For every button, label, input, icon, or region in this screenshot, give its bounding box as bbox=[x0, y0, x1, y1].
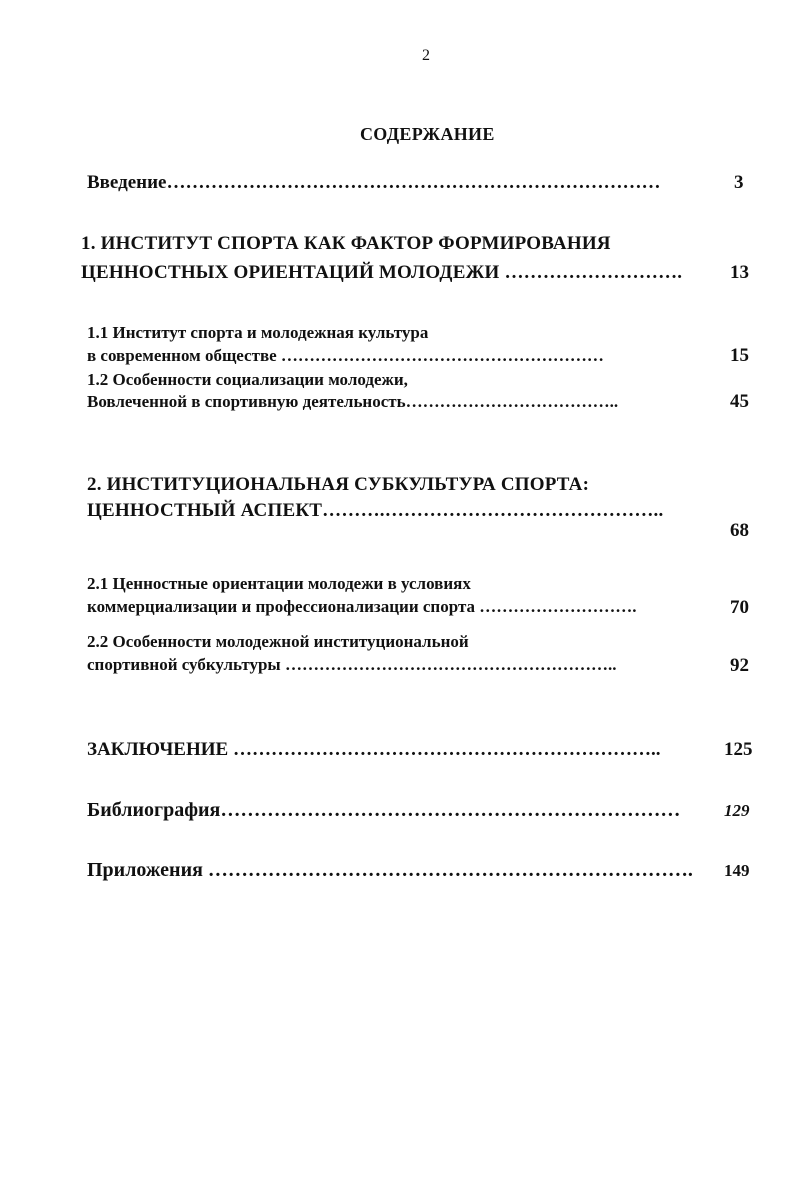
toc-page-bibliography: 129 bbox=[724, 801, 750, 820]
toc-entry-bibliography: Библиография…………………………………………………………… bbox=[87, 799, 681, 821]
toc-page-section2-2: 92 bbox=[730, 655, 749, 676]
toc-section1-1-line2: в современном обществе ………………………………………………… bbox=[87, 346, 604, 365]
toc-page-chapter1: 13 bbox=[730, 262, 749, 283]
toc-chapter2-title-line2: ЦЕННОСТНЫЙ АСПЕКТ……….…………………………………….. bbox=[87, 500, 664, 521]
toc-section1-2-line1: 1.2 Особенности социализации молодежи, bbox=[87, 370, 408, 389]
page-number: 2 bbox=[422, 47, 430, 64]
toc-page-section2-1: 70 bbox=[730, 597, 749, 618]
toc-section2-2-line1: 2.2 Особенности молодежной институциональной bbox=[87, 632, 469, 651]
toc-section2-2-line2: спортивной субкультуры ………………………………………………….. bbox=[87, 655, 617, 674]
toc-section2-1-line2: коммерциализации и профессионализации спорта ………………………. bbox=[87, 597, 637, 616]
page-title: СОДЕРЖАНИЕ bbox=[360, 124, 495, 144]
toc-chapter1-title-line1: 1. ИНСТИТУТ СПОРТА КАК ФАКТОР ФОРМИРОВАНИЯ bbox=[81, 233, 611, 254]
toc-entry-appendices: Приложения ………………………………………………………………. bbox=[87, 859, 693, 881]
toc-page-chapter2: 68 bbox=[730, 520, 749, 541]
toc-page-introduction: 3 bbox=[734, 172, 744, 193]
toc-section1-2-line2: Вовлеченной в спортивную деятельность……………………………….. bbox=[87, 392, 619, 411]
toc-section1-1-line1: 1.1 Институт спорта и молодежная культура bbox=[87, 323, 429, 342]
toc-page-appendices: 149 bbox=[724, 861, 750, 880]
toc-page-conclusion: 125 bbox=[724, 739, 753, 760]
toc-page-section1-1: 15 bbox=[730, 345, 749, 366]
toc-entry-introduction: Введение…………………………………………………………………… bbox=[87, 172, 661, 193]
toc-section2-1-line1: 2.1 Ценностные ориентации молодежи в условиях bbox=[87, 574, 471, 593]
toc-chapter2-title-line1: 2. ИНСТИТУЦИОНАЛЬНАЯ СУБКУЛЬТУРА СПОРТА: bbox=[87, 474, 590, 495]
toc-chapter1-title-line2: ЦЕННОСТНЫХ ОРИЕНТАЦИЙ МОЛОДЕЖИ ………………………. bbox=[81, 262, 683, 283]
toc-entry-conclusion: ЗАКЛЮЧЕНИЕ ………………………………………………………….. bbox=[87, 739, 661, 760]
toc-page-section1-2: 45 bbox=[730, 391, 749, 412]
